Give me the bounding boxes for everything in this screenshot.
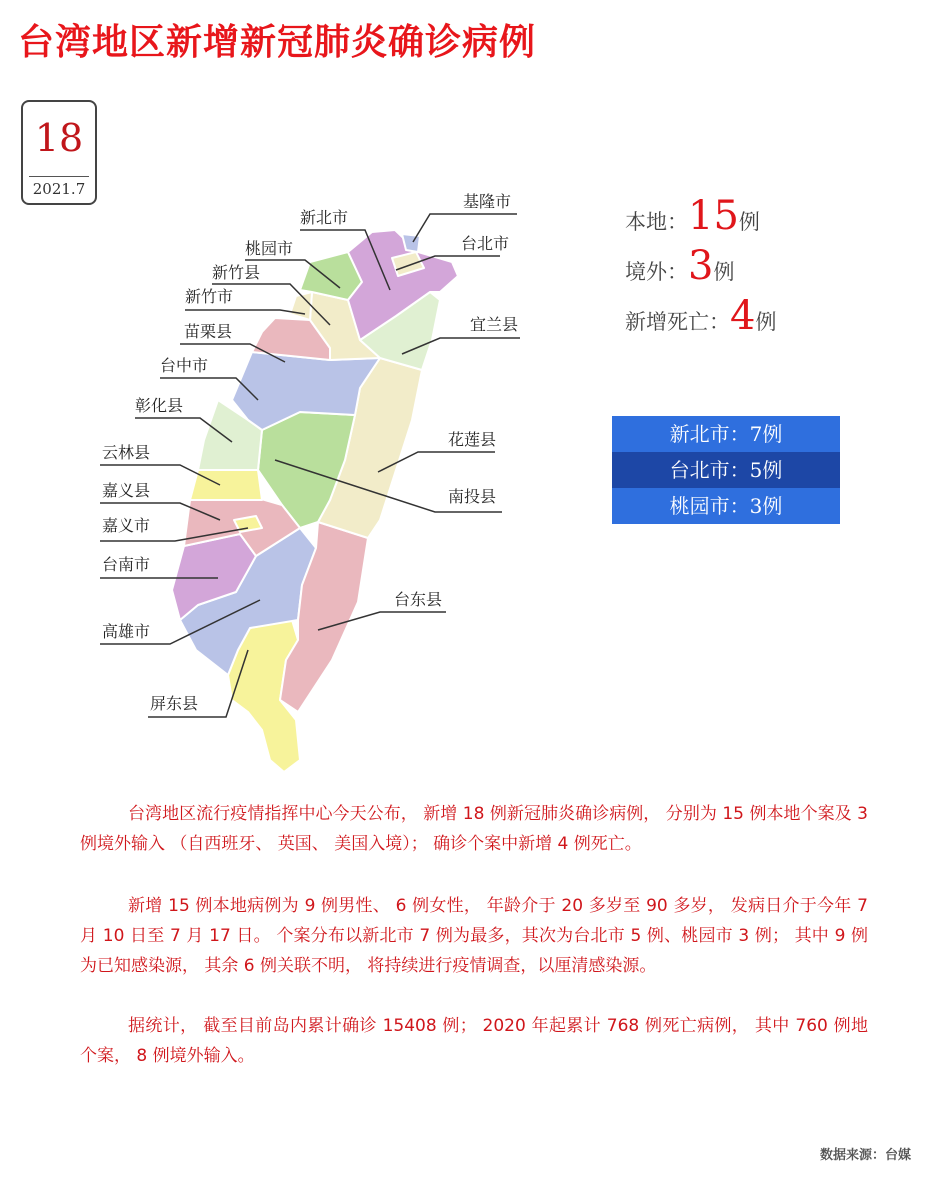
city-row-taipei: 台北市：5例 [612, 452, 840, 488]
local-label: 本地： [625, 210, 688, 234]
paragraph-3: 据统计， 截至目前岛内累计确诊 15408 例； 2020 年起累计 768 例死亡病例， 其中 760 例地个案， 8 例境外输入。 [80, 1016, 868, 1066]
paragraph-1: 台湾地区流行疫情指挥中心今天公布， 新增 18 例新冠肺炎确诊病例， 分别为 15 例本地个案及 3 例境外输入 （自西班牙、 英国、 美国入境）； 确诊个案中新增 4 例死亡。 [80, 804, 868, 854]
local-value: 15 [688, 193, 739, 239]
label-miaoli: 苗栗县 [184, 322, 233, 341]
label-hsinchu-city: 新竹市 [185, 287, 234, 306]
death-value: 4 [730, 293, 756, 339]
label-hualien: 花莲县 [448, 430, 497, 449]
city-count-table [612, 416, 840, 524]
label-kaohsiung: 高雄市 [102, 622, 151, 641]
leader-hsinchu-city [185, 310, 305, 314]
import-label: 境外： [625, 260, 688, 284]
label-chiayi-county: 嘉义县 [102, 481, 151, 500]
label-keelung: 基隆市 [463, 192, 512, 211]
label-pingtung: 屏东县 [150, 694, 199, 713]
city-row-taoyuan: 桃园市：3例 [612, 488, 840, 524]
label-yilan: 宜兰县 [470, 315, 519, 334]
label-hsinchu-county: 新竹县 [212, 263, 261, 282]
imported-cases-stat [625, 243, 734, 289]
local-cases-stat [625, 193, 760, 239]
death-unit: 例 [755, 310, 777, 334]
label-yunlin: 云林县 [102, 443, 151, 462]
paragraph-2: 新增 15 例本地病例为 9 例男性、 6 例女性， 年龄介于 20 多岁至 90 多岁， 发病日介于今年 7 月 10 日至 7 月 17 日。 个案分布以新北市 7 例为最多，其次为台北市 5 例、桃园市 3 例； 其中 9 例为已知感染源， 其余 6 例关联不明， 将持续进行疫情调查，以厘清感染源。 [80, 896, 868, 976]
label-taichung: 台中市 [160, 356, 209, 375]
label-tainan: 台南市 [102, 555, 151, 574]
data-source: 数据来源：台媒 [819, 1148, 911, 1163]
label-nantou: 南投县 [448, 487, 497, 506]
death-label: 新增死亡： [625, 310, 730, 334]
label-new-taipei: 新北市 [300, 208, 349, 227]
label-taitung: 台东县 [394, 590, 443, 609]
import-unit: 例 [713, 260, 735, 284]
city-row-new-taipei: 新北市：7例 [612, 416, 840, 452]
local-unit: 例 [738, 210, 760, 234]
date-month: 2021.7 [32, 180, 86, 198]
date-day: 18 [34, 116, 84, 160]
label-changhua: 彰化县 [135, 396, 184, 415]
label-taipei: 台北市 [461, 234, 510, 253]
label-taoyuan: 桃园市 [245, 239, 294, 258]
import-value: 3 [688, 243, 714, 289]
label-chiayi-city: 嘉义市 [102, 516, 151, 535]
page-title: 台湾地区新增新冠肺炎确诊病例 [18, 22, 537, 63]
deaths-stat [625, 293, 776, 339]
region-yunlin [190, 470, 262, 500]
